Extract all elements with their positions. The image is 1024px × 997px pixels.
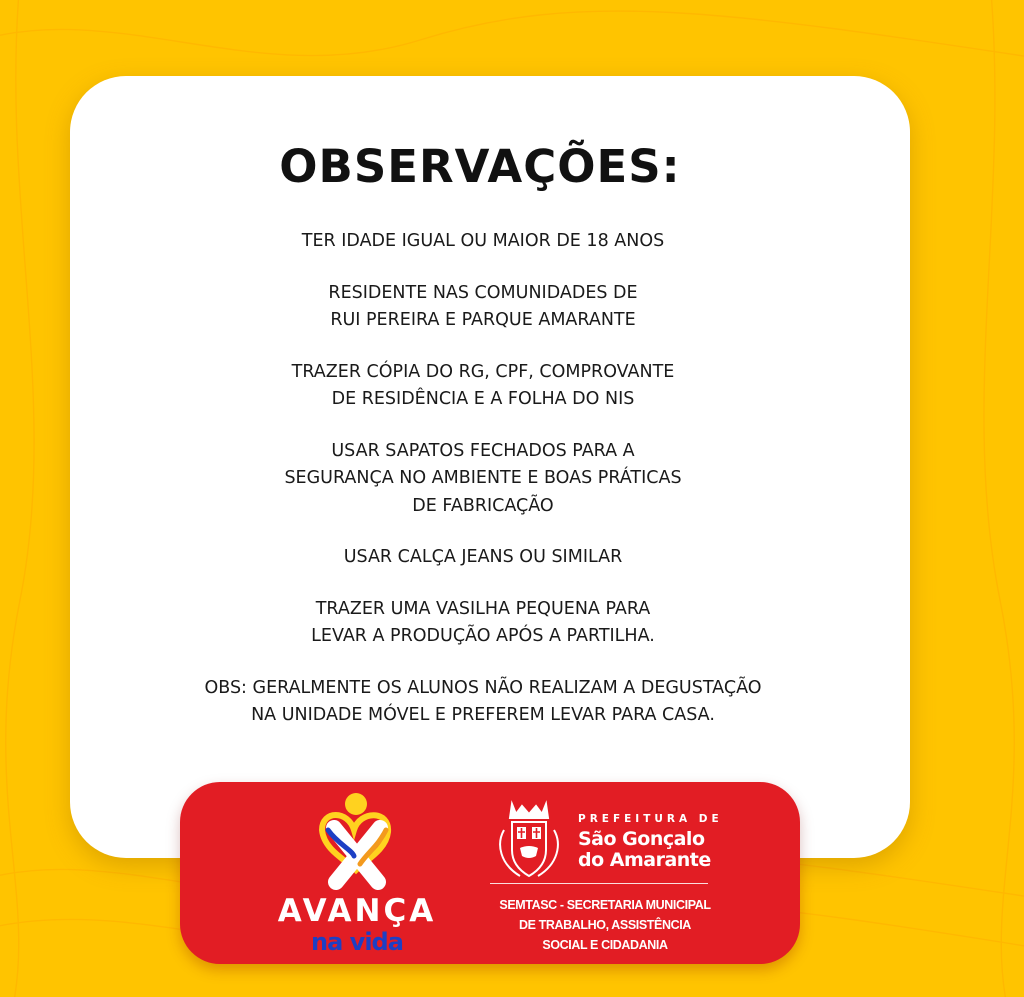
observation-item xyxy=(0,675,966,730)
observation-line: NA UNIDADE MÓVEL E PREFEREM LEVAR PARA CASA. xyxy=(251,705,715,725)
observation-line: RESIDENTE NAS COMUNIDADES DE xyxy=(328,282,638,303)
observation-line: USAR CALÇA JEANS OU SIMILAR xyxy=(343,547,623,567)
observation-item xyxy=(0,359,966,414)
city-crest-icon xyxy=(490,800,568,880)
secretaria-line: SOCIAL E CIDADANIA xyxy=(542,938,668,952)
observation-line: LEVAR A PRODUÇÃO APÓS A PARTILHA. xyxy=(311,626,655,646)
observation-item xyxy=(0,438,966,521)
observation-line: TRAZER CÓPIA DO RG, CPF, COMPROVANTE xyxy=(291,361,675,382)
observation-line: DE FABRICAÇÃO xyxy=(412,495,554,516)
observation-line: SEGURANÇA NO AMBIENTE E BOAS PRÁTICAS xyxy=(284,468,682,488)
observation-line: TER IDADE IGUAL OU MAIOR DE 18 ANOS xyxy=(301,231,665,251)
observation-item xyxy=(0,280,966,335)
prefeitura-label: PREFEITURA DE xyxy=(578,813,723,825)
observation-line: RUI PEREIRA E PARQUE AMARANTE xyxy=(330,310,636,330)
city-name xyxy=(578,829,748,871)
city-name-line1: São Gonçalo xyxy=(578,828,705,850)
observation-line: DE RESIDÊNCIA E A FOLHA DO NIS xyxy=(331,389,635,409)
observation-line: USAR SAPATOS FECHADOS PARA A xyxy=(331,440,635,461)
program-name: AVANÇA xyxy=(277,893,437,929)
banner-divider xyxy=(490,883,708,884)
secretaria-name xyxy=(478,895,732,955)
observation-item xyxy=(0,228,966,256)
city-name-line2: do Amarante xyxy=(578,849,711,871)
observation-item xyxy=(0,544,966,572)
page-title: OBSERVAÇÕES: xyxy=(279,140,681,193)
secretaria-line: SEMTASC - SECRETARIA MUNICIPAL xyxy=(499,898,711,912)
observations-list xyxy=(0,228,966,754)
observation-line: TRAZER UMA VASILHA PEQUENA PARA xyxy=(315,598,651,619)
avanca-logo-icon xyxy=(308,790,428,890)
observation-line: OBS: GERALMENTE OS ALUNOS NÃO REALIZAM A DEGUSTAÇÃO xyxy=(204,677,762,698)
program-tagline: na vida xyxy=(311,928,403,956)
observation-item xyxy=(0,596,966,651)
secretaria-line: DE TRABALHO, ASSISTÊNCIA xyxy=(519,918,691,932)
